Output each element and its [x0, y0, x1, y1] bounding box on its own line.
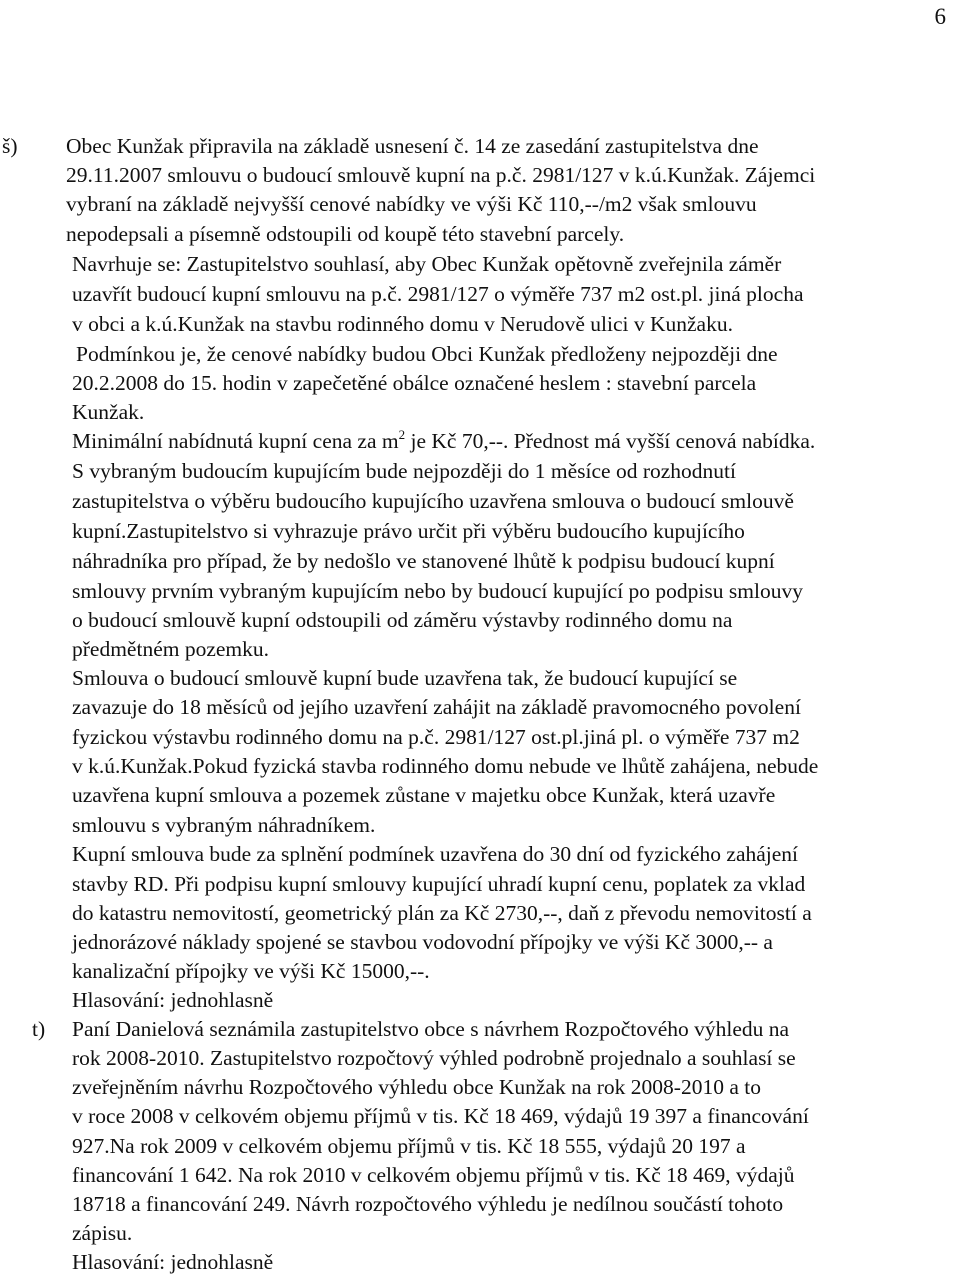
- text-line: 927.Na rok 2009 v celkovém objemu příjmů v tis. Kč 18 555, výdajů 20 197 a: [72, 1134, 746, 1158]
- text-line: náhradníka pro případ, že by nedošlo ve stanovené lhůtě k podpisu budoucí kupní: [72, 549, 775, 573]
- item-marker: t): [32, 1017, 46, 1041]
- text-line: do katastru nemovitostí, geometrický plán za Kč 2730,--, daň z převodu nemovitostí a: [72, 901, 812, 925]
- text-line: kupní.Zastupitelstvo si vyhrazuje právo určit při výběru budoucího kupujícího: [72, 519, 745, 543]
- text-line: fyzickou výstavbu rodinného domu na p.č. 2981/127 ost.pl.jiná pl. o výměře 737 m2: [72, 725, 800, 749]
- text-line: Kunžak.: [72, 400, 145, 424]
- text-line: zveřejněním návrhu Rozpočtového výhledu obce Kunžak na rok 2008-2010 a to: [72, 1075, 761, 1099]
- text-line: uzavřít budoucí kupní smlouvu na p.č. 2981/127 o výměře 737 m2 ost.pl. jiná plocha: [72, 282, 804, 306]
- vote-line: Hlasování: jednohlasně: [72, 1250, 274, 1274]
- text-line: jednorázové náklady spojené se stavbou vodovodní přípojky ve výši Kč 3000,-- a: [72, 930, 773, 954]
- text-line: předmětném pozemku.: [72, 637, 270, 661]
- min-price-text: Minimální nabídnutá kupní cena za m: [72, 429, 399, 453]
- text-line: rok 2008-2010. Zastupitelstvo rozpočtový výhled podrobně projednalo a souhlasí se: [72, 1046, 796, 1070]
- item-marker: š): [2, 134, 18, 158]
- text-line: v roce 2008 v celkovém objemu příjmů v tis. Kč 18 469, výdajů 19 397 a financování: [72, 1104, 809, 1128]
- text-line: Paní Danielová seznámila zastupitelstvo obce s návrhem Rozpočtového výhledu na: [72, 1017, 790, 1041]
- text-line: zavazuje do 18 měsíců od jejího uzavření zahájit na základě pravomocného povolení: [72, 695, 801, 719]
- text-line: nepodepsali a písemně odstoupili od koupě této stavební parcely.: [66, 222, 625, 246]
- text-line: Smlouva o budoucí smlouvě kupní bude uzavřena tak, že budoucí kupující se: [72, 666, 738, 690]
- superscript: 2: [398, 427, 406, 442]
- vote-line: Hlasování: jednohlasně: [72, 988, 274, 1012]
- min-price-text: je Kč 70,--. Přednost má vyšší cenová nabídka.: [405, 429, 816, 453]
- text-line: Kupní smlouva bude za splnění podmínek uzavřena do 30 dní od fyzického zahájení: [72, 842, 799, 866]
- min-price-line: [72, 428, 815, 454]
- text-line: financování 1 642. Na rok 2010 v celkovém objemu příjmů v tis. Kč 18 469, výdajů: [72, 1163, 795, 1187]
- text-line: kanalizační přípojky ve výši Kč 15000,--.: [72, 959, 430, 983]
- text-line: stavby RD. Při podpisu kupní smlouvy kupující uhradí kupní cenu, poplatek za vklad: [72, 872, 806, 896]
- text-line: vybraní na základě nejvyšší cenové nabídky ve výši Kč 110,--/m2 však smlouvu: [66, 192, 757, 216]
- page-number: 6: [934, 4, 946, 29]
- text-line: o budoucí smlouvě kupní odstoupili od záměru výstavby rodinného domu na: [72, 608, 733, 632]
- text-line: zastupitelstva o výběru budoucího kupujícího uzavřena smlouva o budoucí smlouvě: [72, 489, 794, 513]
- text-line: S vybraným budoucím kupujícím bude nejpozději do 1 měsíce od rozhodnutí: [72, 459, 736, 483]
- text-line: v k.ú.Kunžak.Pokud fyzická stavba rodinného domu nebude ve lhůtě zahájena, nebude: [72, 754, 819, 778]
- text-line: 29.11.2007 smlouvu o budoucí smlouvě kupní na p.č. 2981/127 v k.ú.Kunžak. Zájemci: [66, 163, 816, 187]
- text-line: uzavřena kupní smlouva a pozemek zůstane v majetku obce Kunžak, která uzavře: [72, 783, 776, 807]
- text-line: zápisu.: [72, 1221, 133, 1245]
- text-line: Obec Kunžak připravila na základě usnesení č. 14 ze zasedání zastupitelstva dne: [66, 134, 759, 158]
- text-line: Navrhuje se: Zastupitelstvo souhlasí, aby Obec Kunžak opětovně zveřejnila záměr: [72, 252, 782, 276]
- text-line: 18718 a financování 249. Návrh rozpočtového výhledu je nedílnou součástí tohoto: [72, 1192, 784, 1216]
- text-line: smlouvu s vybraným náhradníkem.: [72, 813, 376, 837]
- text-line: smlouvy prvním vybraným kupujícím nebo by budoucí kupující po podpisu smlouvy: [72, 579, 803, 603]
- text-line: 20.2.2008 do 15. hodin v zapečetěné obálce označené heslem : stavební parcela: [72, 371, 757, 395]
- text-line: v obci a k.ú.Kunžak na stavbu rodinného domu v Nerudově ulici v Kunžaku.: [72, 312, 733, 336]
- text-line: Podmínkou je, že cenové nabídky budou Obci Kunžak předloženy nejpozději dne: [76, 342, 778, 366]
